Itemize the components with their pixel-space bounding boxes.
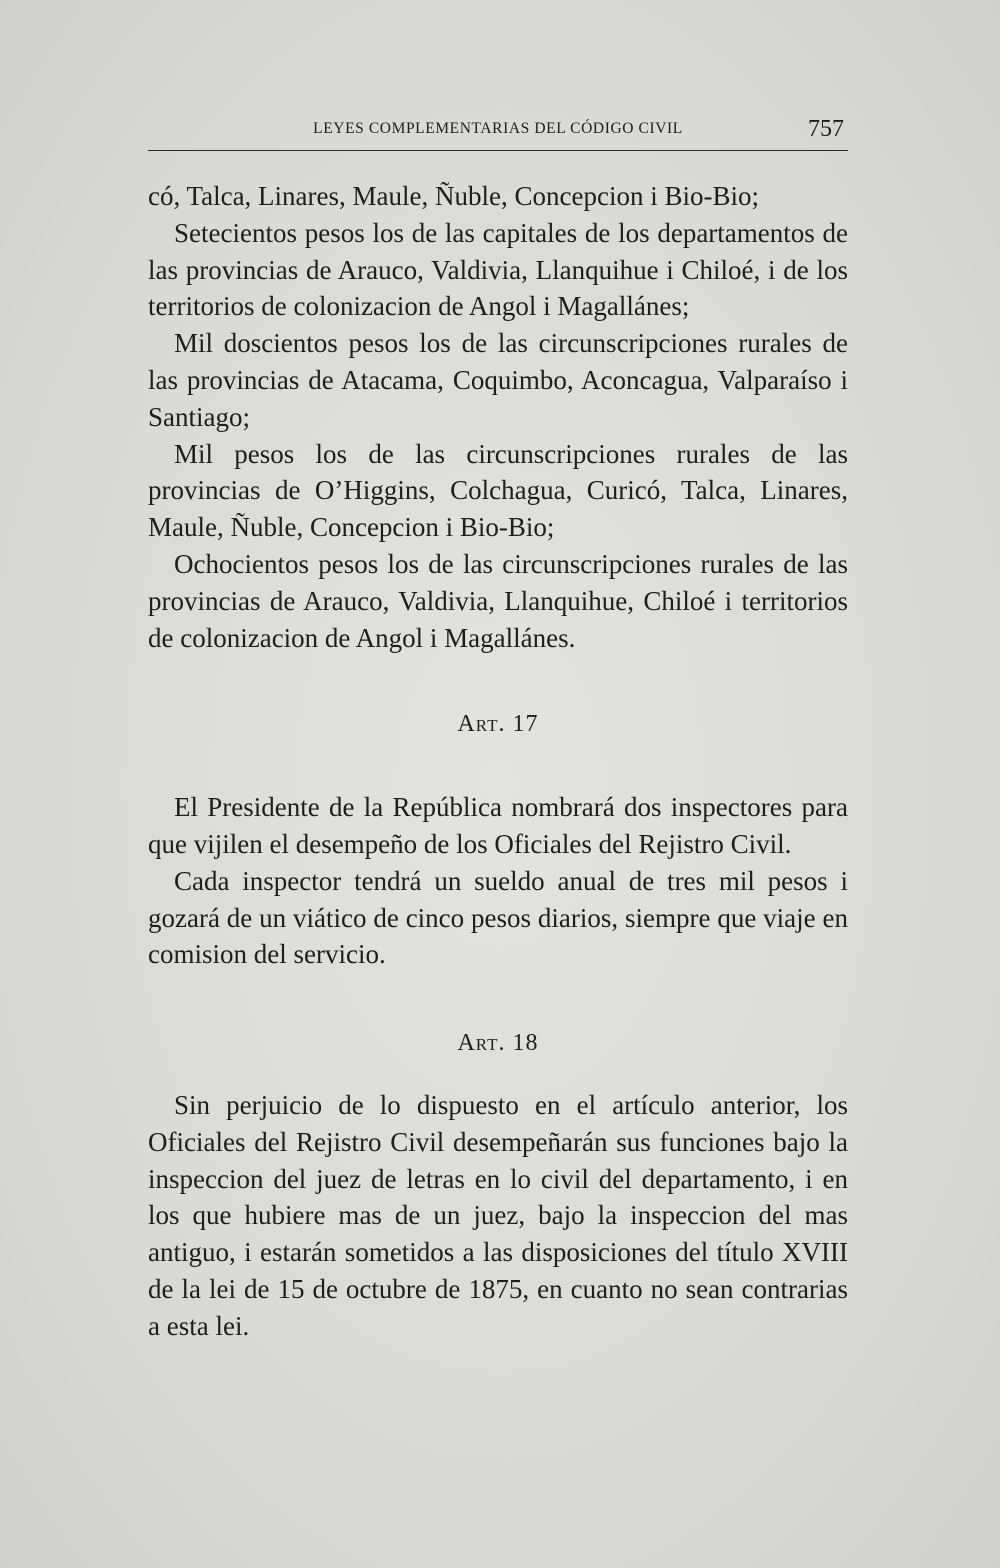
paragraph-mil-doscientos: Mil doscientos pesos los de las circunscripciones rurales de las provincias de Atacama, Coquimbo, Aconcagua, Valparaíso i Santiago;: [148, 328, 848, 432]
article-18-paragraph-1: Sin perjuicio de lo dispuesto en el artículo anterior, los Oficiales del Rejistro Civil desempeñarán sus funciones bajo la inspeccion del juez de letras en lo civil del departamento, i en los que hubiere mas de un juez, bajo la inspeccion del mas antiguo, i estarán sometidos a las disposiciones del título XVIII de la lei de 15 de octubre de 1875, en cuanto no sean contrarias a esta lei.: [148, 1089, 848, 1341]
page-number: 757: [808, 116, 844, 142]
paragraph-mil: Mil pesos los de las circunscripciones rurales de las provincias de O’Higgins, Colchagua, Curicó, Talca, Linares, Maule, Ñuble, Concepcion i Bio-Bio;: [148, 438, 848, 543]
article-17-paragraph-2: Cada inspector tendrá un sueldo anual de tres mil pesos i gozará de un viático de cinco pesos diarios, siempre que viaje en comision del servicio.: [148, 865, 848, 970]
article-17-heading: Art. 17: [457, 711, 539, 738]
article-18-heading: Art. 18: [457, 1030, 539, 1057]
paragraph-ochocientos: Ochocientos pesos los de las circunscripciones rurales de las provincias de Arauco, Valdivia, Llanquihue, Chiloé i territorios de colonizacion de Angol i Magallánes.: [148, 548, 848, 653]
paragraph-continued: có, Talca, Linares, Maule, Ñuble, Concepcion i Bio-Bio;: [148, 181, 759, 211]
body-text: [148, 178, 848, 1345]
paragraph-setecientos: Setecientos pesos los de las capitales de los departamentos de las provincias de Arauco, Valdivia, Llanquihue i Chiloé, i de los territorios de colonizacion de Angol i Magallánes;: [148, 217, 848, 322]
article-17-paragraph-1: El Presidente de la República nombrará dos inspectores para que vijilen el desempeño de los Oficiales del Rejistro Civil.: [148, 792, 848, 859]
header-rule: [148, 150, 848, 151]
running-head: [148, 116, 848, 146]
running-title: LEYES COMPLEMENTARIAS DEL CÓDIGO CIVIL: [313, 120, 683, 137]
